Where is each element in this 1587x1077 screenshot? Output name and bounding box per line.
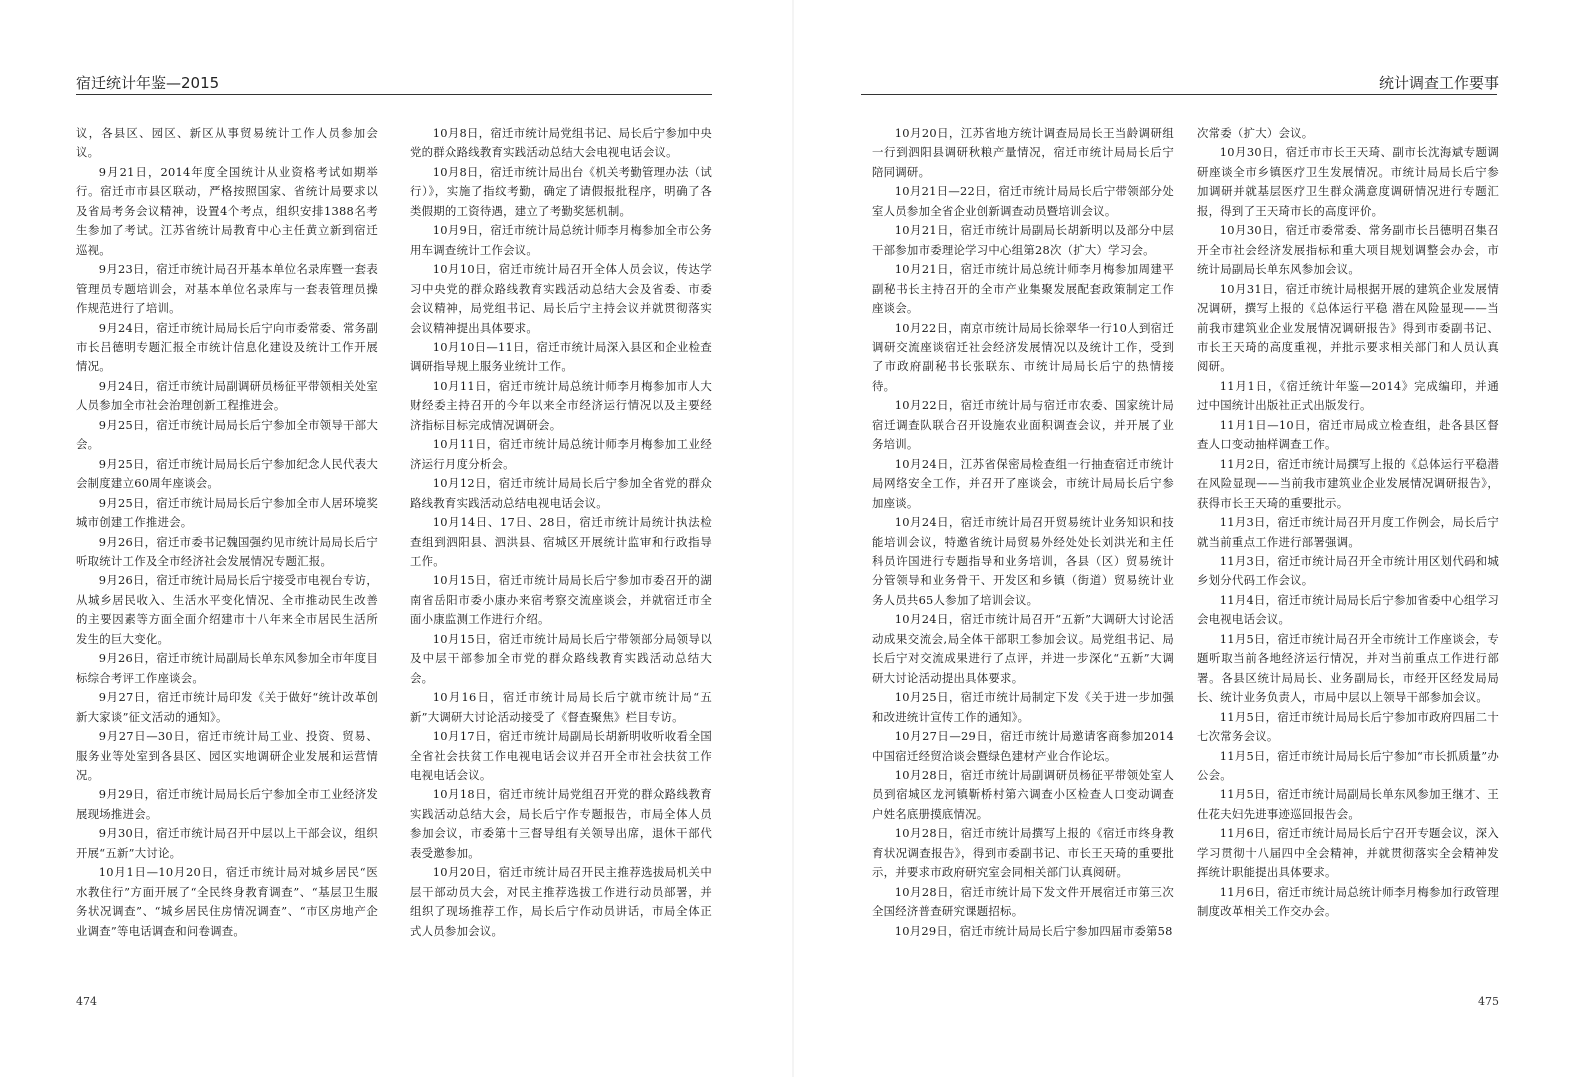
entry-paragraph: 11月1日，《宿迁统计年鉴—2014》完成编印，并通过中国统计出版社正式出版发行。 <box>1197 378 1499 413</box>
entry-paragraph: 11月2日，宿迁市统计局撰写上报的《总体运行平稳潜在风险显现——当前我市建筑业企业发展情况调研报告》，获得市长王天琦的重要批示。 <box>1197 456 1499 510</box>
right-page <box>794 0 1587 1077</box>
entry-paragraph: 11月3日，宿迁市统计局召开全市统计用区划代码和城乡划分代码工作会议。 <box>1197 553 1499 588</box>
entry-paragraph: 10月8日，宿迁市统计局出台《机关考勤管理办法（试行）》，实施了指纹考勤，确定了请假报批程序，明确了各类假期的工资待遇，建立了考勤奖惩机制。 <box>410 164 712 218</box>
entry-paragraph: 10月28日，宿迁市统计局下发文件开展宿迁市第三次全国经济普查研究课题招标。 <box>872 884 1174 919</box>
entry-paragraph: 11月6日，宿迁市统计局局长后宁召开专题会议，深入学习贯彻十八届四中全会精神，并就贯彻落实全会精神发挥统计职能提出具体要求。 <box>1197 826 1499 880</box>
entry-paragraph: 9月30日，宿迁市统计局召开中层以上干部会议，组织开展“五新”大讨论。 <box>76 826 378 860</box>
entry-paragraph: 10月30日，宿迁市委常委、常务副市长吕德明召集召开全市社会经济发展指标和重大项目规划调整会办会，市统计局副局长单东风参加会议。 <box>1197 223 1499 277</box>
entry-paragraph: 10月21日，宿迁市统计局总统计师李月梅参加周建平副秘书长主持召开的全市产业集聚发展配套政策制定工作座谈会。 <box>872 262 1174 316</box>
entry-paragraph: 10月28日，宿迁市统计局撰写上报的《宿迁市终身教育状况调查报告》，得到市委副书记、市长王天琦的重要批示，并要求市政府研究室会同相关部门认真阅研。 <box>872 826 1174 880</box>
entry-paragraph: 10月24日，宿迁市统计局召开贸易统计业务知识和技能培训会议，特邀省统计局贸易外经处处长刘洪光和主任科员许国进行专题指导和业务培训，各县（区）贸易统计分管领导和业务骨干、开发区和乡镇（街道）贸易统计业务人员共65人参加了培训会议。 <box>872 515 1174 607</box>
entry-paragraph: 10月15日，宿迁市统计局局长后宁参加市委召开的湖南省岳阳市委小康办来宿考察交流座谈会，并就宿迁市全面小康监测工作进行介绍。 <box>410 573 712 627</box>
entry-paragraph: 10月30日，宿迁市市长王天琦、副市长沈海斌专题调研座谈全市乡镇医疗卫生发展情况。市统计局局长后宁参加调研并就基层医疗卫生群众满意度调研情况进行专题汇报，得到了王天琦市长的高度评价。 <box>1197 145 1499 218</box>
entry-paragraph: 11月1日—10日，宿迁市局成立检查组，赴各县区督查人口变动抽样调查工作。 <box>1197 417 1499 452</box>
entry-paragraph: 10月28日，宿迁市统计局副调研员杨征平带领处室人员到宿城区龙河镇靳桥村第六调查小区检查人口变动调查户姓名底册摸底情况。 <box>872 767 1174 821</box>
entry-paragraph: 10月17日，宿迁市统计局副局长胡新明收听收看全国全省社会扶贫工作电视电话会议并召开全市社会扶贫工作电视电话会议。 <box>410 729 712 782</box>
right-column-2 <box>1197 124 1499 922</box>
entry-paragraph: 9月25日，宿迁市统计局局长后宁参加全市人居环境奖城市创建工作推进会。 <box>76 495 378 530</box>
entry-paragraph: 10月11日，宿迁市统计局总统计师李月梅参加市人大财经委主持召开的今年以来全市经济运行情况以及主要经济指标目标完成情况调研会。 <box>410 378 712 432</box>
left-column-2 <box>410 124 712 941</box>
entry-paragraph: 10月9日，宿迁市统计局总统计师李月梅参加全市公务用车调查统计工作会议。 <box>410 223 712 257</box>
entry-paragraph: 9月27日—30日，宿迁市统计局工业、投资、贸易、服务业等处室到各县区、园区实地调研企业发展和运营情况。 <box>76 729 378 782</box>
right-running-head: 统计调查工作要事 <box>1378 74 1499 92</box>
entry-paragraph: 9月27日，宿迁市统计局印发《关于做好“统计改革创新大家谈”征文活动的通知》。 <box>76 690 378 724</box>
entry-paragraph: 9月24日，宿迁市统计局局长后宁向市委常委、常务副市长吕德明专题汇报全市统计信息化建设及统计工作开展情况。 <box>76 320 378 374</box>
left-column-1 <box>76 124 378 941</box>
entry-paragraph: 11月5日，宿迁市统计局副局长单东风参加王继才、王仕花夫妇先进事迹巡回报告会。 <box>1197 787 1499 821</box>
entry-paragraph: 11月3日，宿迁市统计局召开月度工作例会，局长后宁就当前重点工作进行部署强调。 <box>1197 515 1499 549</box>
left-page-number: 474 <box>76 995 97 1008</box>
entry-paragraph: 10月20日，江苏省地方统计调查局局长王当龄调研组一行到泗阳县调研秋粮产量情况，宿迁市统计局局长后宁陪同调研。 <box>872 126 1174 179</box>
entry-paragraph: 9月26日，宿迁市统计局副局长单东风参加全市年度目标综合考评工作座谈会。 <box>76 651 378 685</box>
entry-paragraph: 11月6日，宿迁市统计局总统计师李月梅参加行政管理制度改革相关工作交办会。 <box>1197 884 1499 919</box>
entry-paragraph: 9月26日，宿迁市统计局局长后宁接受市电视台专访，从城乡居民收入、生活水平变化情况、全市推动民生改善的主要因素等方面全面介绍建市十八年来全市居民生活所发生的巨大变化。 <box>76 573 378 646</box>
entry-paragraph: 9月25日，宿迁市统计局局长后宁参加纪念人民代表大会制度建立60周年座谈会。 <box>76 456 378 491</box>
entry-paragraph: 10月15日，宿迁市统计局局长后宁带领部分局领导以及中层干部参加全市党的群众路线教育实践活动总结大会。 <box>410 631 712 685</box>
entry-paragraph: 10月20日，宿迁市统计局召开民主推荐选拔局机关中层干部动员大会，对民主推荐选拔工作进行动员部署，并组织了现场推荐工作，局长后宁作动员讲话，市局全体正式人员参加会议。 <box>410 865 712 938</box>
entry-paragraph: 10月10日，宿迁市统计局召开全体人员会议，传达学习中央党的群众路线教育实践活动总结大会及省委、市委会议精神，局党组书记、局长后宁主持会议并就贯彻落实会议精神提出具体要求。 <box>410 262 712 335</box>
entry-paragraph: 9月21日，2014年度全国统计从业资格考试如期举行。宿迁市市县区联动，严格按照国家、省统计局要求以及省局考务会议精神，设置4个考点，组织安排1388名考生参加了考试。江苏省统计局教育中心主任黄立新到宿迁巡视。 <box>76 164 378 257</box>
entry-paragraph: 10月24日，宿迁市统计局召开“五新”大调研大讨论活动成果交流会,局全体干部职工参加会议。局党组书记、局长后宁对交流成果进行了点评，并进一步深化“五新”大调研大讨论活动提出具体要求。 <box>872 612 1174 685</box>
right-page-number: 475 <box>1478 995 1499 1008</box>
entry-paragraph: 9月23日，宿迁市统计局召开基本单位名录库暨一套表管理员专题培训会，对基本单位名录库与一套表管理员操作规范进行了培训。 <box>76 262 378 316</box>
entry-paragraph: 次常委（扩大）会议。 <box>1197 126 1314 140</box>
entry-paragraph: 9月25日，宿迁市统计局局长后宁参加全市领导干部大会。 <box>76 417 378 452</box>
left-page <box>0 0 793 1077</box>
entry-paragraph: 11月4日，宿迁市统计局局长后宁参加省委中心组学习会电视电话会议。 <box>1197 592 1499 627</box>
left-header-rule <box>76 94 712 95</box>
entry-paragraph: 10月21日，宿迁市统计局副局长胡新明以及部分中层干部参加市委理论学习中心组第28次（扩大）学习会。 <box>872 223 1174 257</box>
entry-paragraph: 10月10日—11日，宿迁市统计局深入县区和企业检查调研指导规上服务业统计工作。 <box>410 339 712 374</box>
entry-paragraph: 10月1日—10月20日，宿迁市统计局对城乡居民“医水教住行”方面开展了“全民终身教育调查”、“基层卫生服务状况调查”、“城乡居民住房情况调查”、“市区房地产企业调查”等电话调查和问卷调查。 <box>76 865 378 938</box>
entry-paragraph: 10月22日，宿迁市统计局与宿迁市农委、国家统计局宿迁调查队联合召开设施农业面积调查会议，并开展了业务培训。 <box>872 398 1174 452</box>
entry-paragraph: 9月24日，宿迁市统计局副调研员杨征平带领相关处室人员参加全市社会治理创新工程推进会。 <box>76 378 378 413</box>
entry-paragraph: 11月5日，宿迁市统计局局长后宁参加“市长抓质量”办公会。 <box>1197 748 1499 782</box>
entry-paragraph: 11月5日，宿迁市统计局召开全市统计工作座谈会，专题听取当前各地经济运行情况，并对当前重点工作进行部署。各县区统计局局长、业务副局长，市经开区经发局局长、统计业务负责人，市局中层以上领导干部参加会议。 <box>1197 631 1499 705</box>
entry-paragraph: 9月26日，宿迁市委书记魏国强约见市统计局局长后宁听取统计工作及全市经济社会发展情况专题汇报。 <box>76 534 378 568</box>
entry-paragraph: 10月29日，宿迁市统计局局长后宁参加四届市委第58 <box>894 923 1173 938</box>
entry-paragraph: 10月11日，宿迁市统计局总统计师李月梅参加工业经济运行月度分析会。 <box>410 437 712 471</box>
entry-paragraph: 10月31日，宿迁市统计局根据开展的建筑企业发展情况调研，撰写上报的《总体运行平稳 潜在风险显现——当前我市建筑业企业发展情况调研报告》得到市委副书记、市长王天琦的高度重视，并批示要求相关部门和人员认真阅研。 <box>1197 281 1499 374</box>
entry-paragraph: 议，各县区、园区、新区从事贸易统计工作人员参加会议。 <box>76 126 378 160</box>
entry-paragraph: 10月24日，江苏省保密局检查组一行抽查宿迁市统计局网络安全工作，并召开了座谈会，市统计局局长后宁参加座谈。 <box>872 456 1174 510</box>
entry-paragraph: 10月25日，宿迁市统计局制定下发《关于进一步加强和改进统计宣传工作的通知》。 <box>872 690 1174 724</box>
right-column-1 <box>872 124 1174 941</box>
entry-paragraph: 10月21日—22日，宿迁市统计局局长后宁带领部分处室人员参加全省企业创新调查动员暨培训会议。 <box>872 184 1174 218</box>
entry-paragraph: 9月29日，宿迁市统计局局长后宁参加全市工业经济发展现场推进会。 <box>76 787 378 821</box>
entry-paragraph: 11月5日，宿迁市统计局局长后宁参加市政府四届二十七次常务会议。 <box>1197 709 1499 744</box>
entry-paragraph: 10月12日，宿迁市统计局局长后宁参加全省党的群众路线教育实践活动总结电视电话会议。 <box>410 476 712 510</box>
entry-paragraph: 10月14日、17日、28日，宿迁市统计局统计执法检查组到泗阳县、泗洪县、宿城区开展统计监审和行政指导工作。 <box>410 515 712 568</box>
entry-paragraph: 10月16日，宿迁市统计局局长后宁就市统计局“五新”大调研大讨论活动接受了《督查聚焦》栏目专访。 <box>410 690 712 724</box>
left-running-head: 宿迁统计年鉴—2015 <box>76 74 220 92</box>
entry-paragraph: 10月22日，南京市统计局局长徐翠华一行10人到宿迁调研交流座谈宿迁社会经济发展情况以及统计工作，受到了市政府副秘书长张联东、市统计局局长后宁的热情接待。 <box>872 320 1174 393</box>
right-header-rule <box>861 94 1497 95</box>
entry-paragraph: 10月18日，宿迁市统计局党组召开党的群众路线教育实践活动总结大会，局长后宁作专题报告，市局全体人员参加会议，市委第十三督导组有关领导出席，退休干部代表受邀参加。 <box>410 787 712 860</box>
entry-paragraph: 10月8日，宿迁市统计局党组书记、局长后宁参加中央党的群众路线教育实践活动总结大会电视电话会议。 <box>410 126 712 160</box>
entry-paragraph: 10月27日—29日，宿迁市统计局邀请客商参加2014中国宿迁经贸洽谈会暨绿色建材产业合作论坛。 <box>872 729 1174 763</box>
